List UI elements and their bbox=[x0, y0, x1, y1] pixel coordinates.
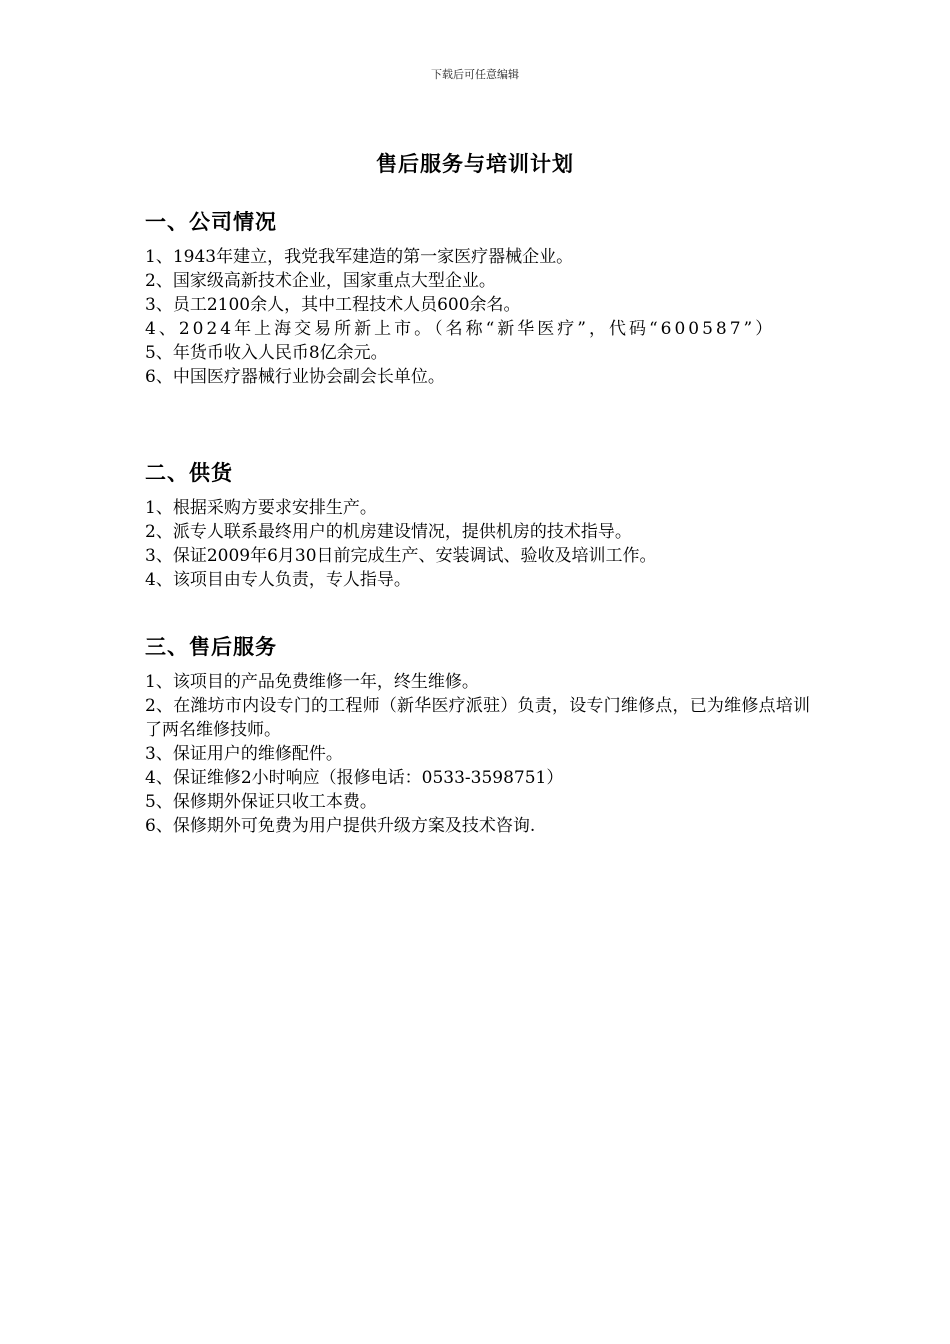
list-item: 2、派专人联系最终用户的机房建设情况，提供机房的技术指导。 bbox=[145, 522, 632, 542]
list-item: 4、保证维修2小时响应（报修电话：0533-3598751） bbox=[145, 768, 564, 788]
list-item: 6、保修期外可免费为用户提供升级方案及技术咨询. bbox=[145, 816, 536, 836]
list-item: 1、该项目的产品免费维修一年，终生维修。 bbox=[145, 672, 479, 692]
list-item: 3、保证2009年6月30日前完成生产、安装调试、验收及培训工作。 bbox=[145, 546, 657, 566]
list-item: 4、2024年上海交易所新上市。（名称“新华医疗”，代码“600587”） bbox=[145, 319, 776, 339]
section-supply bbox=[145, 456, 810, 592]
list-item: 4、该项目由专人负责，专人指导。 bbox=[145, 570, 411, 590]
section-heading: 三、售后服务 bbox=[145, 635, 277, 659]
list-item: 3、保证用户的维修配件。 bbox=[145, 744, 343, 764]
list-item: 6、中国医疗器械行业协会副会长单位。 bbox=[145, 367, 445, 387]
list-item: 2、在潍坊市内设专门的工程师（新华医疗派驻）负责，设专门维修点，已为维修点培训了两名维修技师。 bbox=[145, 696, 810, 740]
list-item: 1、根据采购方要求安排生产。 bbox=[145, 498, 377, 518]
section-company-info bbox=[145, 205, 810, 389]
section-heading: 一、公司情况 bbox=[145, 210, 277, 234]
list-item: 2、国家级高新技术企业，国家重点大型企业。 bbox=[145, 271, 496, 291]
document-title: 售后服务与培训计划 bbox=[376, 152, 574, 176]
list-item: 3、员工2100余人，其中工程技术人员600余名。 bbox=[145, 295, 521, 315]
header-note: 下载后可任意编辑 bbox=[431, 68, 519, 81]
section-heading: 二、供货 bbox=[145, 461, 233, 485]
list-item: 5、年货币收入人民币8亿余元。 bbox=[145, 343, 388, 363]
list-item: 1、1943年建立，我党我军建造的第一家医疗器械企业。 bbox=[145, 247, 574, 267]
list-item: 5、保修期外保证只收工本费。 bbox=[145, 792, 377, 812]
section-after-sales bbox=[145, 630, 810, 838]
